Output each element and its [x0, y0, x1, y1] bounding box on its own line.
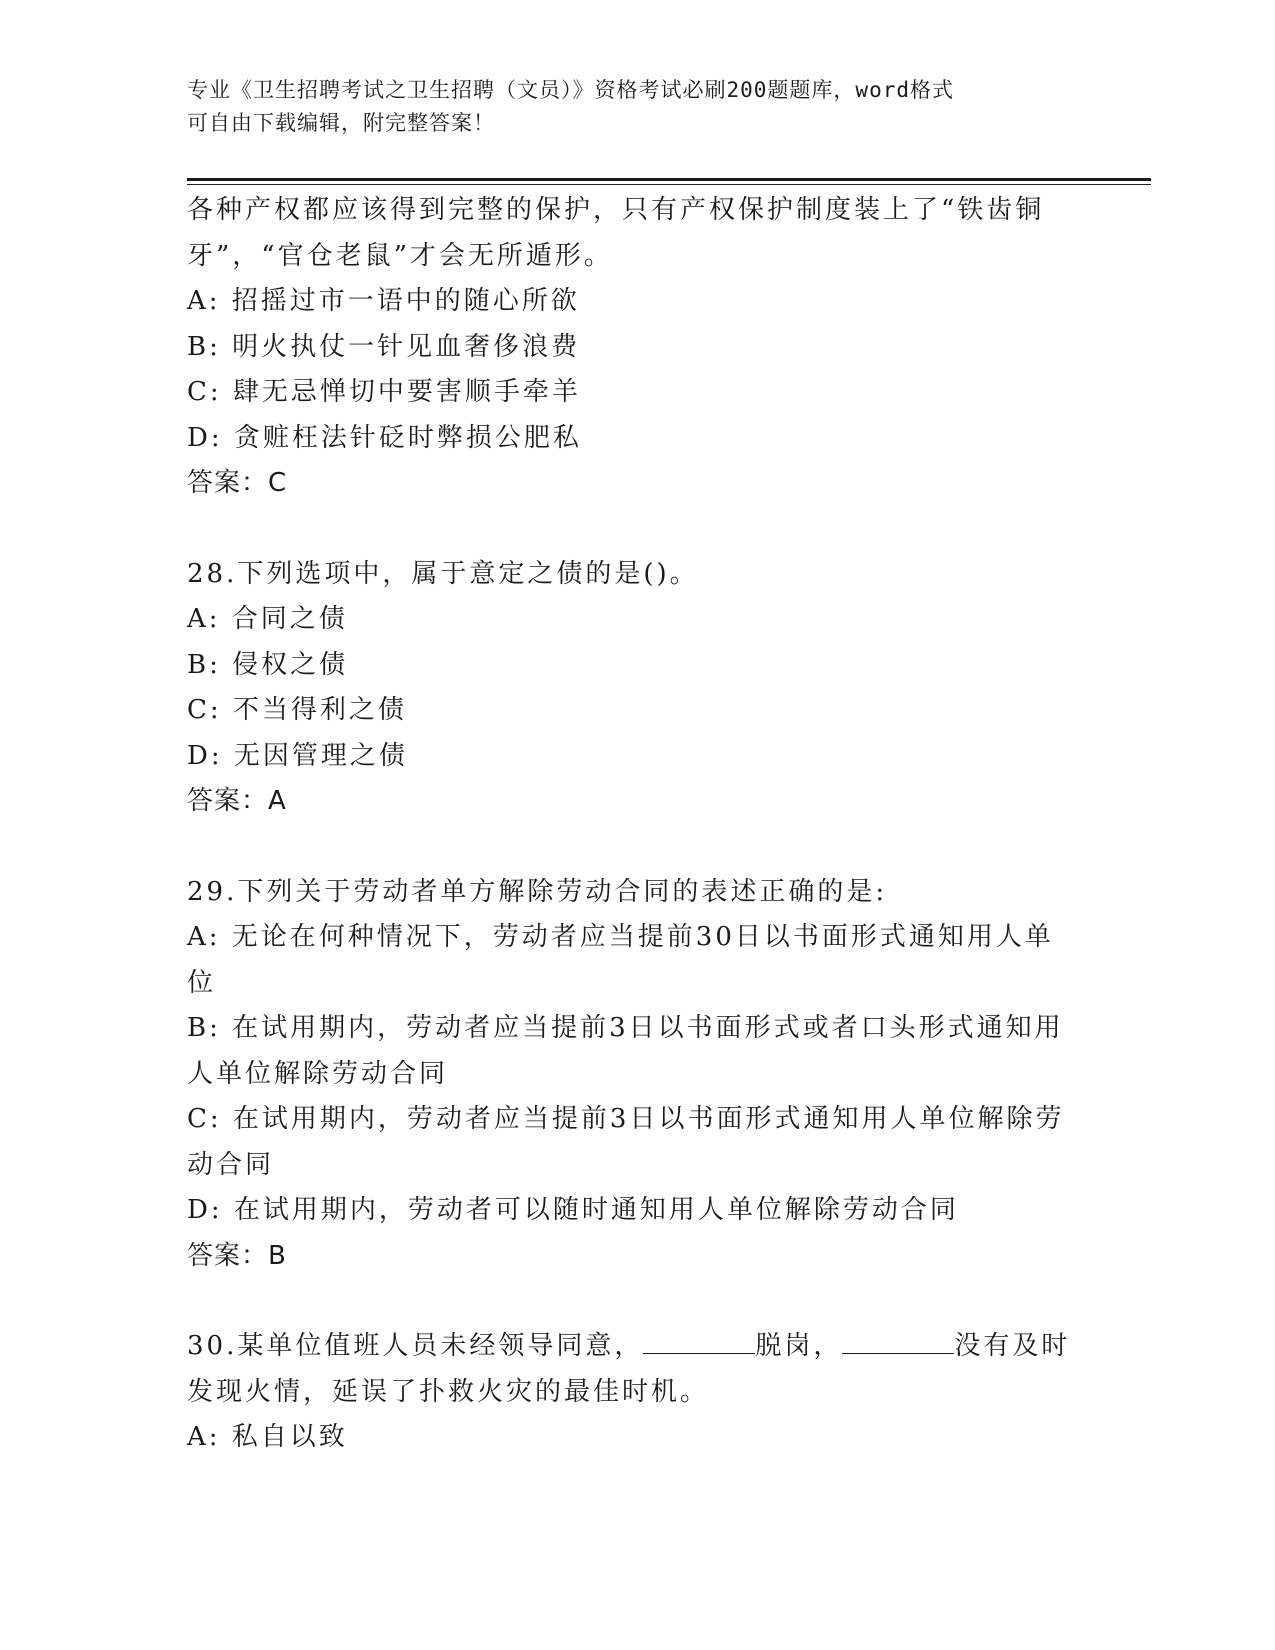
question-text-line: 发现火情，延误了扑救火灾的最佳时机。: [187, 1376, 710, 1407]
option-b: B: 明火执仗一针见血奢侈浪费: [187, 331, 581, 362]
question-text: 28.下列选项中，属于意定之债的是()。: [187, 558, 699, 589]
option-a-line-2: 位: [187, 967, 217, 998]
header-title-line-1: 专业《卫生招聘考试之卫生招聘（文员）》资格考试必刷200题题库，word格式: [187, 78, 954, 102]
answer: 答案：B: [187, 1240, 287, 1271]
fill-blank: [842, 1331, 954, 1354]
question-text-line: 牙”，“官仓老鼠”才会无所遁形。: [187, 240, 613, 271]
option-a: A: 私自以致: [187, 1422, 348, 1452]
answer: 答案：C: [187, 468, 288, 498]
question-text-part: 没有及时: [954, 1331, 1071, 1361]
question-28: [187, 552, 1067, 825]
question-29: [187, 870, 1067, 1280]
option-a: A: 招摇过市一语中的随心所欲: [187, 286, 580, 316]
option-d: D: 在试用期内，劳动者可以随时通知用人单位解除劳动合同: [187, 1195, 959, 1225]
option-d: D: 贪赃枉法针砭时弊损公肥私: [187, 422, 582, 453]
option-d: D: 无因管理之债: [187, 740, 408, 771]
answer: 答案：A: [187, 786, 287, 816]
header-title-line-2: 可自由下载编辑，附完整答案！: [187, 111, 495, 135]
question-30: [187, 1324, 1071, 1461]
option-b-line-1: B: 在试用期内，劳动者应当提前3日以书面形式或者口头形式通知用: [187, 1013, 1064, 1043]
fill-blank: [643, 1331, 755, 1354]
option-a-line-1: A: 无论在何种情况下，劳动者应当提前30日以书面形式通知用人单: [187, 922, 1054, 952]
option-c-line-2: 动合同: [187, 1149, 275, 1180]
question-text-line: 各种产权都应该得到完整的保护，只有产权保护制度装上了“铁齿铜: [187, 195, 1045, 225]
option-c-line-1: C: 在试用期内，劳动者应当提前3日以书面形式通知用人单位解除劳: [187, 1104, 1065, 1134]
question-text: 29.下列关于劳动者单方解除劳动合同的表述正确的是:: [187, 876, 888, 907]
question-text-part: 30.某单位值班人员未经领导同意，: [187, 1331, 644, 1361]
header-divider-thin: [187, 184, 1151, 185]
question-27: [187, 188, 1067, 507]
question-text-part: 脱岗，: [755, 1331, 843, 1361]
option-c: C: 肆无忌惮切中要害顺手牵羊: [187, 377, 581, 407]
document-header: [187, 74, 1067, 140]
option-b-line-2: 人单位解除劳动合同: [187, 1058, 449, 1089]
option-c: C: 不当得利之债: [187, 695, 407, 725]
header-divider-thick: [187, 178, 1151, 181]
option-a: A: 合同之债: [187, 604, 348, 634]
option-b: B: 侵权之债: [187, 649, 349, 680]
question-list: [187, 188, 1071, 1461]
question-text-line: [187, 1324, 1071, 1370]
